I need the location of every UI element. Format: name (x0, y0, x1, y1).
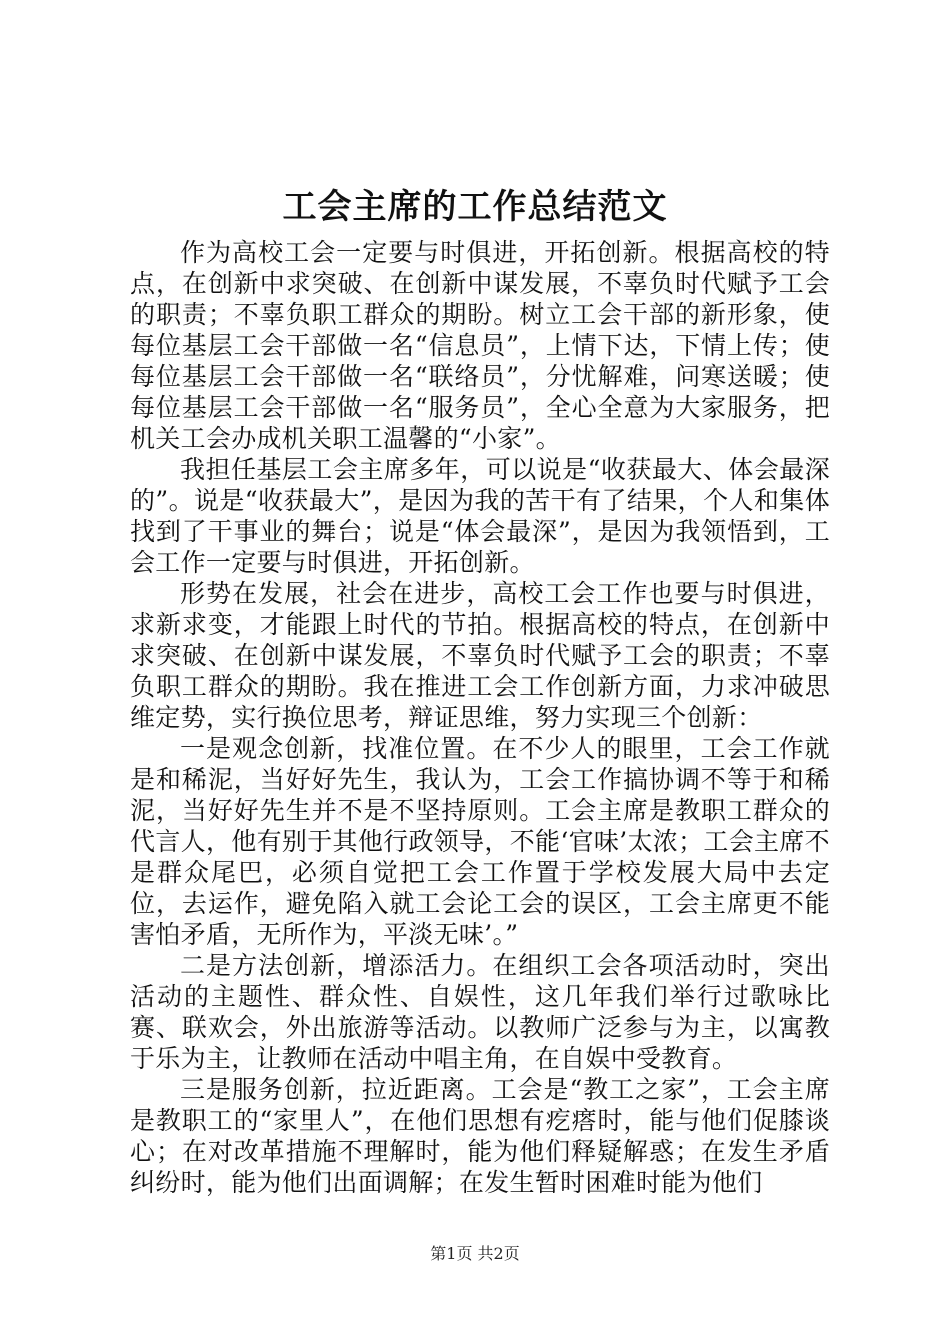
paragraph-1: 作为高校工会一定要与时俱进，开拓创新。根据高校的特点，在创新中求突破、在创新中谋发展，不辜负时代赋予工会的职责；不辜负职工群众的期盼。树立工会干部的新形象，使每位基层工会干部做一名“信息员”，上情下达，下情上传；使每位基层工会干部做一名“联络员”，分忧解难，问寒送暖；使每位基层工会干部做一名“服务员”，全心全意为大家服务，把机关工会办成机关职工温馨的“小家”。 (130, 238, 830, 453)
paragraph-6: 三是服务创新，拉近距离。工会是“教工之家”，工会主席是教职工的“家里人”，在他们思想有疙瘩时，能与他们促膝谈心；在对改革措施不理解时，能为他们释疑解惑；在发生矛盾纠纷时，能为他们出面调解；在发生暂时困难时能为他们 (130, 1075, 830, 1197)
paragraph-3: 形势在发展，社会在进步，高校工会工作也要与时俱进，求新求变，才能跟上时代的节拍。根据高校的特点，在创新中求突破、在创新中谋发展，不辜负时代赋予工会的职责；不辜负职工群众的期盼。我在推进工会工作创新方面，力求冲破思维定势，实行换位思考，辩证思维，努力实现三个创新： (130, 579, 830, 732)
paragraph-2: 我担任基层工会主席多年，可以说是“收获最大、体会最深的”。说是“收获最大”，是因为我的苦干有了结果，个人和集体找到了干事业的舞台；说是“体会最深”，是因为我领悟到，工会工作一定要与时俱进，开拓创新。 (130, 455, 830, 577)
page-title: 工会主席的工作总结范文 (282, 187, 668, 227)
document-body (130, 237, 830, 1198)
page-number-footer: 第1页 共2页 (430, 1244, 520, 1263)
paragraph-5: 二是方法创新，增添活力。在组织工会各项活动时，突出活动的主题性、群众性、自娱性，这几年我们举行过歌咏比赛、联欢会，外出旅游等活动。以教师广泛参与为主，以寓教于乐为主，让教师在活动中唱主角，在自娱中受教育。 (130, 951, 830, 1073)
paragraph-4: 一是观念创新，找准位置。在不少人的眼里，工会工作就是和稀泥，当好好先生，我认为，工会工作搞协调不等于和稀泥，当好好先生并不是不坚持原则。工会主席是教职工群众的代言人，他有别于其他行政领导，不能‘官味’太浓；工会主席不是群众尾巴，必须自觉把工会工作置于学校发展大局中去定位，去运作，避免陷入就工会论工会的误区，工会主席更不能害怕矛盾，无所作为，平淡无味’。” (130, 734, 830, 949)
